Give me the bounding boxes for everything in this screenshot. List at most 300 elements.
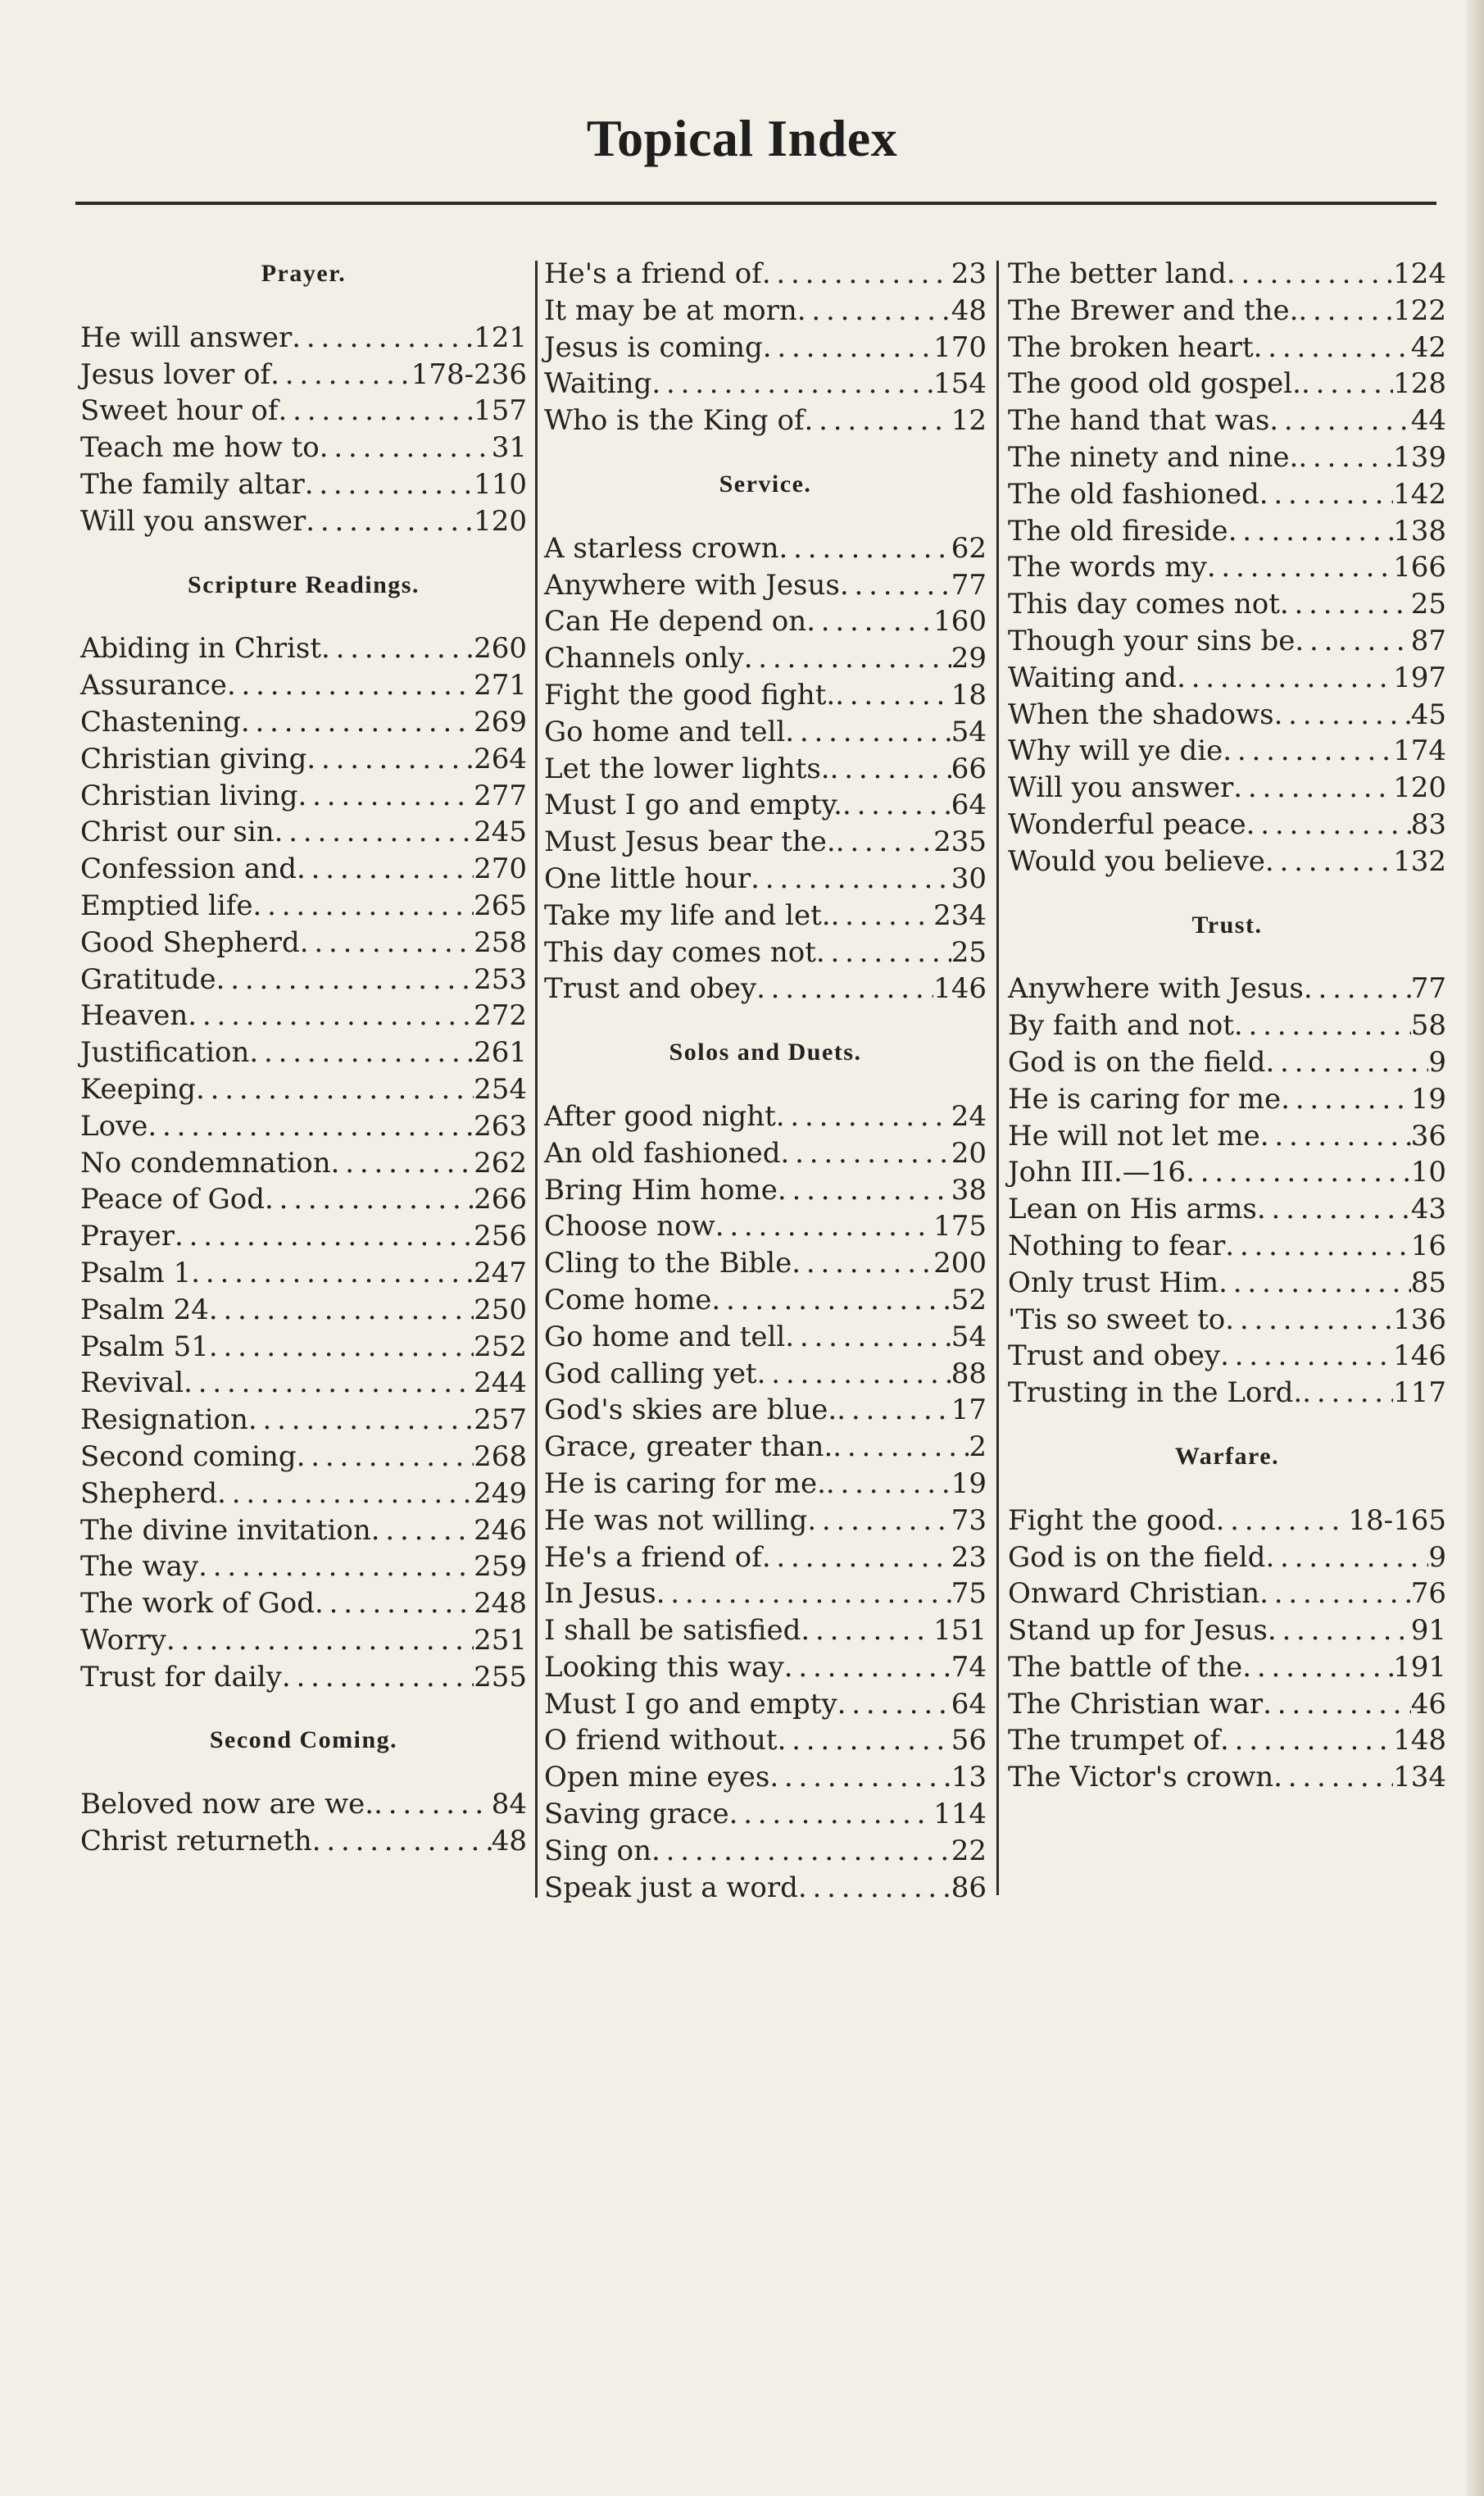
title-divider-rule xyxy=(75,202,1436,205)
entry-title: Sing on xyxy=(544,1834,652,1867)
entry-page-number: 19 xyxy=(951,1466,987,1500)
entry-title: Stand up for Jesus xyxy=(1008,1614,1268,1648)
entry-title: The better land xyxy=(1008,257,1227,290)
entry-title: In Jesus xyxy=(544,1577,656,1611)
index-entry xyxy=(1008,1302,1446,1339)
dot-leader xyxy=(209,1292,474,1329)
dot-leader xyxy=(1302,1375,1393,1412)
entry-page-number: 84 xyxy=(491,1788,527,1821)
dot-leader xyxy=(298,778,474,815)
entry-page-number: 44 xyxy=(1410,404,1446,438)
entry-page-number: 235 xyxy=(933,825,987,859)
index-entry xyxy=(544,714,987,751)
entry-title: Anywhere with Jesus xyxy=(1008,972,1304,1006)
index-entry xyxy=(80,320,527,357)
index-entry xyxy=(1008,733,1446,770)
entry-title: Resignation xyxy=(80,1403,248,1437)
entry-title: Christian living xyxy=(80,779,298,812)
index-entry xyxy=(1008,1044,1446,1081)
entry-page-number: 17 xyxy=(951,1393,987,1427)
index-entry xyxy=(80,1823,527,1860)
entry-title: The old fireside xyxy=(1008,514,1228,548)
index-entry xyxy=(80,1475,527,1512)
index-entry xyxy=(1008,1575,1446,1612)
dot-leader xyxy=(1263,1686,1411,1723)
dot-leader xyxy=(1260,1118,1411,1155)
index-entry xyxy=(80,393,527,430)
dot-leader xyxy=(1220,1722,1393,1759)
section-spacer xyxy=(80,293,527,320)
dot-leader xyxy=(830,751,951,788)
entry-page-number: 58 xyxy=(1410,1009,1446,1043)
dot-leader xyxy=(241,704,474,741)
entry-page-number: 271 xyxy=(474,669,527,702)
entry-title: Saving grace xyxy=(544,1798,729,1831)
dot-leader xyxy=(781,1135,951,1172)
entry-title: Teach me how to xyxy=(80,431,320,465)
entry-title: Will you answer xyxy=(80,504,306,538)
dot-leader xyxy=(265,1181,474,1218)
dot-leader xyxy=(744,640,951,677)
entry-page-number: 52 xyxy=(951,1283,987,1316)
index-entry xyxy=(80,1365,527,1402)
index-entry xyxy=(80,1292,527,1329)
entry-page-number: 20 xyxy=(951,1136,987,1170)
dot-leader xyxy=(1274,697,1411,734)
dot-leader xyxy=(297,1439,474,1475)
dot-leader xyxy=(1186,1154,1411,1191)
entry-page-number: 9 xyxy=(1428,1045,1446,1079)
entry-title: Christ our sin xyxy=(80,816,275,849)
entry-page-number: 121 xyxy=(474,321,527,354)
dot-leader xyxy=(1301,366,1393,402)
dot-leader xyxy=(1177,660,1393,697)
index-entry xyxy=(1008,1228,1446,1265)
dot-leader xyxy=(1265,1539,1428,1576)
entry-page-number: 25 xyxy=(1410,588,1446,621)
index-column-3 xyxy=(1008,256,1446,1796)
index-entry xyxy=(544,366,987,402)
entry-title: Anywhere with Jesus xyxy=(544,568,840,602)
dot-leader xyxy=(227,667,474,704)
entry-title: One little hour xyxy=(544,862,751,895)
entry-title: Revival xyxy=(80,1366,184,1400)
entry-page-number: 45 xyxy=(1410,698,1446,731)
entry-page-number: 136 xyxy=(1393,1303,1446,1336)
entry-page-number: 138 xyxy=(1393,514,1446,548)
index-entry xyxy=(544,1503,987,1539)
entry-page-number: 124 xyxy=(1393,257,1446,290)
dot-leader xyxy=(312,1823,492,1860)
dot-leader xyxy=(321,630,474,667)
index-entry xyxy=(80,466,527,503)
entry-page-number: 62 xyxy=(951,531,987,565)
dot-leader xyxy=(1295,623,1410,660)
index-entry xyxy=(544,934,987,971)
entry-title: Psalm 1 xyxy=(80,1256,192,1289)
index-entry xyxy=(544,530,987,567)
section-spacer xyxy=(544,1007,987,1034)
dot-leader xyxy=(305,466,474,503)
index-entry xyxy=(80,925,527,962)
dot-leader xyxy=(1220,1338,1393,1375)
index-entry xyxy=(544,787,987,824)
dot-leader xyxy=(292,320,474,357)
dot-leader xyxy=(826,1466,951,1503)
dot-leader xyxy=(801,1612,933,1649)
dot-leader xyxy=(751,861,951,898)
index-entry xyxy=(544,751,987,788)
entry-page-number: 42 xyxy=(1410,330,1446,364)
dot-leader xyxy=(1207,549,1393,586)
entry-title: Will you answer xyxy=(1008,771,1234,805)
entry-title: O friend without xyxy=(544,1724,778,1757)
entry-page-number: 160 xyxy=(933,605,987,639)
index-entry xyxy=(544,1466,987,1503)
entry-title: When the shadows xyxy=(1008,698,1274,731)
entry-title: Onward Christian xyxy=(1008,1577,1260,1611)
entry-title: God calling yet xyxy=(544,1357,757,1390)
entry-title: He was not willing xyxy=(544,1503,808,1537)
column-divider-2 xyxy=(996,261,999,1895)
index-entry xyxy=(1008,1503,1446,1539)
entry-page-number: 74 xyxy=(951,1650,987,1684)
dot-leader xyxy=(1265,843,1393,880)
index-entry xyxy=(1008,1375,1446,1412)
entry-title: Fight the good fight. xyxy=(544,678,836,712)
entry-title: The work of God xyxy=(80,1587,315,1621)
entry-title: By faith and not xyxy=(1008,1009,1234,1043)
entry-page-number: 83 xyxy=(1410,807,1446,841)
index-entry xyxy=(544,1429,987,1466)
entry-page-number: 178-236 xyxy=(411,357,527,391)
entry-page-number: 23 xyxy=(951,257,987,290)
index-entry xyxy=(544,898,987,934)
entry-page-number: 252 xyxy=(474,1330,527,1363)
entry-title: Waiting and xyxy=(1008,661,1178,694)
entry-page-number: 263 xyxy=(474,1109,527,1143)
entry-page-number: 264 xyxy=(474,742,527,775)
entry-title: Grace, greater than. xyxy=(544,1430,833,1464)
index-entry xyxy=(1008,513,1446,550)
section-heading: Trust. xyxy=(1191,911,1263,939)
entry-page-number: 250 xyxy=(474,1293,527,1326)
entry-page-number: 76 xyxy=(1410,1577,1446,1611)
entry-title: Who is the King of xyxy=(544,404,805,438)
index-entry xyxy=(544,1649,987,1686)
dot-leader xyxy=(1259,1575,1411,1612)
entry-title: Trust for daily xyxy=(80,1660,282,1694)
entry-title: He is caring for me. xyxy=(544,1466,826,1500)
index-entry xyxy=(80,778,527,815)
dot-leader xyxy=(198,1548,474,1585)
index-entry xyxy=(80,1585,527,1622)
entry-title: The hand that was xyxy=(1008,404,1270,438)
index-entry xyxy=(1008,1759,1446,1796)
page-title: Topical Index xyxy=(586,109,898,167)
entry-page-number: 85 xyxy=(1410,1266,1446,1299)
dot-leader xyxy=(715,1208,933,1245)
entry-title: Fight the good xyxy=(1008,1503,1216,1537)
dot-leader xyxy=(306,741,474,778)
index-entry xyxy=(1008,439,1446,476)
entry-page-number: 75 xyxy=(951,1577,987,1611)
entry-title: Though your sins be xyxy=(1008,624,1296,657)
entry-title: Can He depend on xyxy=(544,605,807,639)
index-entry xyxy=(80,1439,527,1475)
entry-page-number: 73 xyxy=(951,1503,987,1537)
entry-page-number: 18-165 xyxy=(1348,1503,1446,1537)
entry-title: After good night xyxy=(544,1099,776,1133)
dot-leader xyxy=(1223,733,1393,770)
entry-title: Abiding in Christ xyxy=(80,632,322,666)
dot-leader xyxy=(374,1786,492,1823)
index-entry xyxy=(544,1172,987,1209)
index-entry xyxy=(80,430,527,466)
entry-page-number: 30 xyxy=(951,862,987,895)
entry-title: The way xyxy=(80,1550,199,1584)
entry-page-number: 117 xyxy=(1393,1376,1446,1410)
dot-leader xyxy=(729,1796,934,1833)
entry-page-number: 87 xyxy=(1410,624,1446,657)
dot-leader xyxy=(1269,402,1410,439)
entry-page-number: 146 xyxy=(933,972,987,1006)
entry-page-number: 157 xyxy=(474,394,527,428)
index-entry xyxy=(1008,586,1446,623)
entry-title: John III.—16 xyxy=(1008,1156,1187,1189)
entry-page-number: 258 xyxy=(474,925,527,959)
entry-page-number: 38 xyxy=(951,1173,987,1207)
dot-leader xyxy=(1265,1044,1428,1081)
dot-leader xyxy=(762,1539,951,1576)
dot-leader xyxy=(1227,256,1393,293)
entry-title: Sweet hour of xyxy=(80,394,279,428)
index-entry xyxy=(1008,293,1446,330)
dot-leader xyxy=(1228,513,1393,550)
dot-leader xyxy=(757,1356,951,1393)
entry-page-number: 43 xyxy=(1410,1193,1446,1226)
index-entry xyxy=(544,256,987,293)
index-entry xyxy=(544,971,987,1007)
index-entry xyxy=(1008,1154,1446,1191)
index-entry xyxy=(544,1722,987,1759)
section-spacer xyxy=(1008,943,1446,971)
entry-title: Peace of God xyxy=(80,1183,265,1216)
dot-leader xyxy=(831,898,934,934)
entry-page-number: 29 xyxy=(951,642,987,675)
dot-leader xyxy=(300,925,474,962)
index-entry xyxy=(1008,402,1446,439)
index-entry xyxy=(544,861,987,898)
dot-leader xyxy=(805,402,951,439)
entry-page-number: 166 xyxy=(1393,551,1446,584)
dot-leader xyxy=(371,1512,474,1549)
dot-leader xyxy=(1281,1081,1411,1118)
entry-title: Beloved now are we. xyxy=(80,1788,374,1821)
dot-leader xyxy=(1246,807,1411,843)
index-entry xyxy=(544,603,987,640)
index-column-1 xyxy=(80,256,527,1860)
entry-title: The divine invitation xyxy=(80,1513,371,1547)
dot-leader xyxy=(196,1071,474,1108)
entry-page-number: 24 xyxy=(951,1099,987,1133)
dot-leader xyxy=(842,787,951,824)
index-entry xyxy=(80,667,527,704)
dot-leader xyxy=(785,1319,951,1356)
entry-title: Trust and obey xyxy=(544,972,757,1006)
entry-title: God is on the field xyxy=(1008,1045,1266,1079)
dot-leader xyxy=(1298,293,1393,330)
entry-title: Christian giving xyxy=(80,742,307,775)
dot-leader xyxy=(797,293,951,330)
entry-page-number: 265 xyxy=(474,889,527,922)
entry-title: Justification xyxy=(80,1036,250,1070)
dot-leader xyxy=(275,814,474,851)
section-spacer xyxy=(1008,1475,1446,1503)
section-heading: Scripture Readings. xyxy=(188,571,420,598)
dot-leader xyxy=(320,430,492,466)
dot-leader xyxy=(217,1475,474,1512)
index-entry xyxy=(544,402,987,439)
dot-leader xyxy=(1268,1612,1411,1649)
section-heading: Second Coming. xyxy=(209,1726,398,1754)
dot-leader xyxy=(1225,1302,1393,1339)
entry-title: Worry xyxy=(80,1623,166,1657)
dot-leader xyxy=(175,1218,474,1255)
entry-title: This day comes not xyxy=(544,935,816,969)
entry-title: He will not let me xyxy=(1008,1119,1260,1153)
dot-leader xyxy=(1234,1007,1411,1044)
index-entry xyxy=(1008,1265,1446,1302)
entry-title: Open mine eyes xyxy=(544,1761,770,1794)
index-entry xyxy=(1008,660,1446,697)
dot-leader xyxy=(807,1503,951,1539)
entry-title: Would you believe xyxy=(1008,844,1265,878)
entry-title: Channels only xyxy=(544,642,744,675)
entry-title: God is on the field xyxy=(1008,1540,1266,1574)
entry-page-number: 56 xyxy=(951,1724,987,1757)
dot-leader xyxy=(840,567,951,604)
index-entry xyxy=(1008,971,1446,1007)
index-entry xyxy=(1008,549,1446,586)
section-heading: Solos and Duets. xyxy=(669,1039,862,1066)
entry-page-number: 255 xyxy=(474,1660,527,1694)
entry-page-number: 251 xyxy=(474,1623,527,1657)
index-entry xyxy=(544,1833,987,1870)
dot-leader xyxy=(833,1429,969,1466)
dot-leader xyxy=(248,1402,474,1439)
entry-page-number: 261 xyxy=(474,1036,527,1070)
entry-page-number: 22 xyxy=(951,1834,987,1867)
dot-leader xyxy=(306,503,474,540)
entry-page-number: 234 xyxy=(933,898,987,932)
dot-leader xyxy=(270,357,411,393)
dot-leader xyxy=(711,1282,951,1319)
dot-leader xyxy=(166,1622,474,1659)
entry-page-number: 10 xyxy=(1410,1156,1446,1189)
entry-title: Jesus is coming xyxy=(544,330,763,364)
entry-title: The old fashioned xyxy=(1008,477,1259,511)
index-column-2 xyxy=(544,256,987,1906)
index-entry xyxy=(80,1786,527,1823)
index-entry xyxy=(80,1181,527,1218)
entry-page-number: 134 xyxy=(1393,1761,1446,1794)
entry-page-number: 91 xyxy=(1410,1614,1446,1648)
entry-title: Choose now xyxy=(544,1210,715,1243)
index-entry xyxy=(1008,770,1446,807)
entry-title: The Victor's crown xyxy=(1008,1761,1274,1794)
index-entry xyxy=(1008,1649,1446,1686)
entry-title: Come home xyxy=(544,1283,712,1316)
section-spacer xyxy=(80,1759,527,1786)
entry-title: He will answer xyxy=(80,321,293,354)
dot-leader xyxy=(216,962,474,998)
dot-leader xyxy=(1257,1191,1411,1228)
entry-page-number: 254 xyxy=(474,1072,527,1106)
dot-leader xyxy=(836,824,933,861)
index-entry xyxy=(1008,366,1446,402)
index-entry xyxy=(544,1135,987,1172)
index-entry xyxy=(80,1034,527,1071)
entry-page-number: 86 xyxy=(951,1871,987,1904)
dot-leader xyxy=(837,1686,951,1723)
entry-title: Speak just a word xyxy=(544,1871,798,1904)
entry-title: Lean on His arms xyxy=(1008,1193,1257,1226)
index-entry xyxy=(1008,807,1446,843)
dot-leader xyxy=(184,1365,474,1402)
entry-title: Must Jesus bear the. xyxy=(544,825,836,859)
entry-page-number: 154 xyxy=(933,367,987,401)
entry-title: Must I go and empty. xyxy=(544,789,842,822)
dot-leader xyxy=(1233,770,1393,807)
index-entry xyxy=(1008,476,1446,513)
entry-page-number: 2 xyxy=(969,1430,987,1464)
index-entry xyxy=(80,1622,527,1659)
index-entry xyxy=(544,1098,987,1135)
index-entry xyxy=(80,1402,527,1439)
index-entry xyxy=(80,1255,527,1292)
entry-page-number: 197 xyxy=(1393,661,1446,694)
entry-page-number: 139 xyxy=(1393,440,1446,474)
dot-leader xyxy=(209,1329,474,1366)
entry-page-number: 248 xyxy=(474,1587,527,1621)
dot-leader xyxy=(1216,1503,1349,1539)
index-entry xyxy=(1008,1118,1446,1155)
entry-page-number: 200 xyxy=(933,1247,987,1280)
index-entry xyxy=(80,1659,527,1696)
dot-leader xyxy=(778,530,951,567)
entry-title: Assurance xyxy=(80,669,227,702)
index-entry xyxy=(544,1870,987,1907)
dot-leader xyxy=(1254,330,1411,366)
index-entry xyxy=(1008,1612,1446,1649)
dot-leader xyxy=(785,714,951,751)
dot-leader xyxy=(651,366,933,402)
dot-leader xyxy=(188,998,474,1034)
entry-title: I shall be satisfied xyxy=(544,1614,801,1648)
entry-title: Shepherd xyxy=(80,1476,218,1510)
index-entry xyxy=(1008,330,1446,366)
entry-title: Bring Him home xyxy=(544,1173,778,1207)
entry-title: Heaven xyxy=(80,999,188,1033)
entry-title: Love xyxy=(80,1109,148,1143)
dot-leader xyxy=(191,1255,474,1292)
entry-title: Prayer xyxy=(80,1220,175,1253)
entry-page-number: 19 xyxy=(1410,1082,1446,1116)
index-entry xyxy=(544,1392,987,1429)
index-entry xyxy=(544,1796,987,1833)
index-entry xyxy=(544,1208,987,1245)
